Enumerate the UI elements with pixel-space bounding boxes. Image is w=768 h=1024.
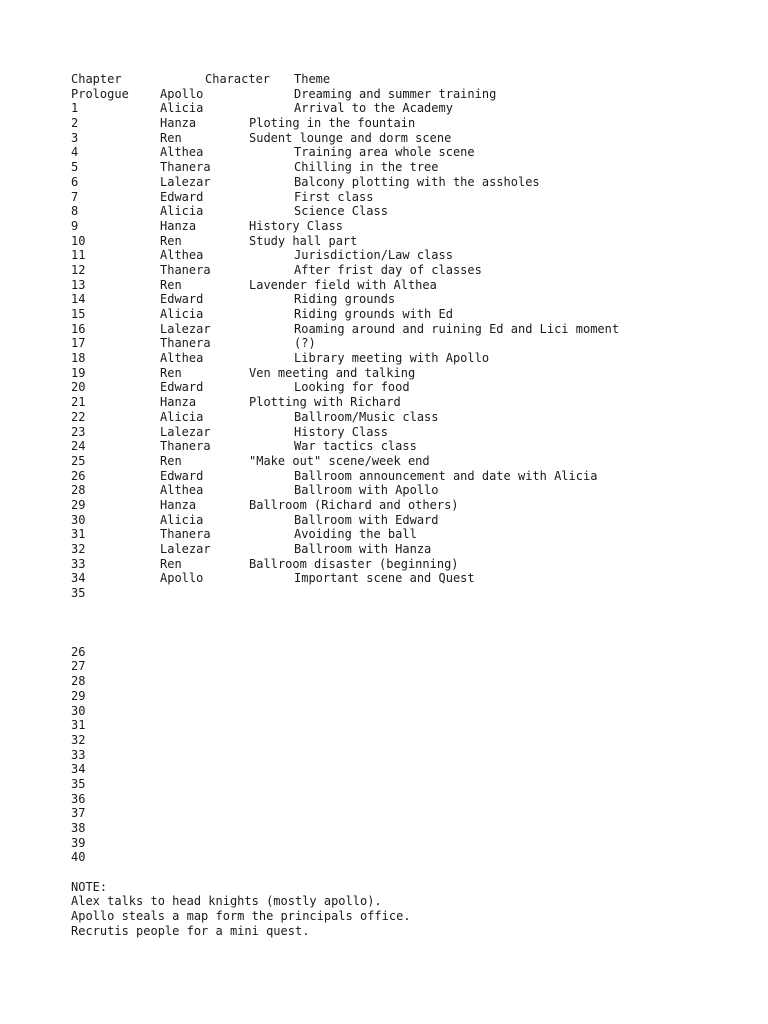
chapter-theme: Sudent lounge and dorm scene xyxy=(249,130,452,145)
chapter-number: 24 xyxy=(71,439,86,454)
table-row xyxy=(71,586,751,601)
chapter-number: 23 xyxy=(71,424,86,439)
chapter-theme: Riding grounds with Ed xyxy=(294,307,453,321)
character-name: Ren xyxy=(160,365,182,380)
character-name: Thanera xyxy=(160,160,211,175)
chapter-number: 6 xyxy=(71,174,79,189)
table-row xyxy=(71,351,751,366)
table-row xyxy=(71,395,751,410)
chapter-number: 12 xyxy=(71,262,86,277)
table-row xyxy=(71,498,751,513)
extra-number: 35 xyxy=(71,776,86,791)
chapter-theme: Balcony plotting with the assholes xyxy=(294,174,540,189)
note-heading: NOTE: xyxy=(71,879,108,894)
note-line: Alex talks to head knights (mostly apollo). xyxy=(71,894,382,909)
table-row xyxy=(71,454,751,469)
extra-number: 34 xyxy=(71,762,86,777)
table-row xyxy=(71,160,751,175)
chapter-theme: Ploting in the fountain xyxy=(249,116,416,131)
table-row xyxy=(71,469,751,484)
character-name: Thanera xyxy=(160,527,211,542)
character-name: Ren xyxy=(160,277,182,292)
character-name: Hanza xyxy=(160,497,197,512)
chapter-theme: Avoiding the ball xyxy=(294,527,417,542)
chapter-number: 28 xyxy=(71,483,86,498)
character-name: Apollo xyxy=(160,86,204,101)
chapter-number: 8 xyxy=(71,204,79,219)
table-row xyxy=(71,542,751,557)
extra-number-list xyxy=(71,645,751,865)
document-page xyxy=(71,72,751,939)
character-name: Apollo xyxy=(160,571,204,586)
extra-number: 36 xyxy=(71,791,86,806)
chapter-number: 1 xyxy=(71,101,79,116)
chapter-theme: Ballroom/Music class xyxy=(294,409,439,424)
chapter-number: 15 xyxy=(71,307,86,321)
chapter-theme: First class xyxy=(294,189,374,204)
table-row xyxy=(71,571,751,586)
character-name: Alicia xyxy=(160,307,204,321)
chapter-theme: Arrival to the Academy xyxy=(294,101,453,116)
chapter-number: 18 xyxy=(71,351,86,366)
chapter-number: 20 xyxy=(71,380,86,395)
chapter-theme: Ballroom announcement and date with Alicia xyxy=(294,468,598,483)
table-row xyxy=(71,439,751,454)
chapter-number: 19 xyxy=(71,365,86,380)
chapter-theme: History Class xyxy=(294,424,388,439)
chapter-theme: Ballroom disaster (beginning) xyxy=(249,556,459,571)
character-name: Ren xyxy=(160,130,182,145)
character-name: Althea xyxy=(160,351,204,366)
character-name: Thanera xyxy=(160,439,211,454)
chapter-theme: Roaming around and ruining Ed and Lici moment xyxy=(294,321,620,336)
table-row xyxy=(71,278,751,293)
character-name: Thanera xyxy=(160,336,211,351)
chapter-number: 10 xyxy=(71,233,86,248)
chapter-theme: Chilling in the tree xyxy=(294,160,439,175)
table-row xyxy=(71,292,751,307)
header-theme: Theme xyxy=(294,72,331,86)
extra-number: 40 xyxy=(71,850,86,865)
character-name: Althea xyxy=(160,145,204,160)
table-row xyxy=(71,175,751,190)
character-name: Alicia xyxy=(160,204,204,219)
chapter-theme: Jurisdiction/Law class xyxy=(294,248,453,263)
table-row xyxy=(71,336,751,351)
chapter-theme: Ven meeting and talking xyxy=(249,365,416,380)
character-name: Hanza xyxy=(160,395,197,410)
extra-number: 30 xyxy=(71,703,86,718)
chapter-number: 21 xyxy=(71,395,86,410)
table-row xyxy=(71,425,751,440)
table-row xyxy=(71,410,751,425)
extra-number: 33 xyxy=(71,747,86,762)
chapter-theme: Dreaming and summer training xyxy=(294,86,497,101)
spacer xyxy=(71,865,751,880)
table-header xyxy=(71,72,751,87)
chapter-theme: Library meeting with Apollo xyxy=(294,351,490,366)
character-name: Alicia xyxy=(160,512,204,527)
table-row xyxy=(71,204,751,219)
chapter-theme: War tactics class xyxy=(294,439,417,454)
extra-number: 37 xyxy=(71,806,86,821)
chapter-theme: Ballroom with Edward xyxy=(294,512,439,527)
table-row xyxy=(71,513,751,528)
character-name: Edward xyxy=(160,292,204,307)
extra-number: 39 xyxy=(71,835,86,850)
table-row xyxy=(71,483,751,498)
table-row xyxy=(71,366,751,381)
character-name: Althea xyxy=(160,483,204,498)
extra-number: 31 xyxy=(71,718,86,733)
note-line: Apollo steals a map form the principals office. xyxy=(71,909,411,924)
chapter-theme: Training area whole scene xyxy=(294,145,475,160)
table-row xyxy=(71,263,751,278)
header-character: Character xyxy=(205,72,271,86)
note-lines xyxy=(71,894,751,938)
chapter-theme: "Make out" scene/week end xyxy=(249,453,430,468)
extra-number: 29 xyxy=(71,688,86,703)
chapter-number: 29 xyxy=(71,497,86,512)
chapter-theme: After frist day of classes xyxy=(294,262,482,277)
character-name: Hanza xyxy=(160,116,197,131)
note-line: Recrutis people for a mini quest. xyxy=(71,923,310,938)
header-chapter: Chapter xyxy=(71,72,122,86)
chapter-table xyxy=(71,87,751,601)
character-name: Ren xyxy=(160,556,182,571)
spacer xyxy=(71,601,751,645)
table-row xyxy=(71,307,751,322)
extra-number: 28 xyxy=(71,674,86,689)
chapter-number: 25 xyxy=(71,453,86,468)
table-row xyxy=(71,101,751,116)
table-row xyxy=(71,145,751,160)
character-name: Alicia xyxy=(160,101,204,116)
character-name: Alicia xyxy=(160,409,204,424)
chapter-theme: Plotting with Richard xyxy=(249,395,401,410)
chapter-theme: Ballroom with Hanza xyxy=(294,542,432,556)
character-name: Edward xyxy=(160,189,204,204)
table-row xyxy=(71,380,751,395)
table-row xyxy=(71,322,751,337)
chapter-theme: (?) xyxy=(294,336,316,351)
table-row xyxy=(71,219,751,234)
extra-number: 27 xyxy=(71,659,86,674)
table-row xyxy=(71,248,751,263)
chapter-number: 2 xyxy=(71,116,79,131)
chapter-theme: Study hall part xyxy=(249,233,358,248)
extra-number: 26 xyxy=(71,644,86,659)
chapter-number: 11 xyxy=(71,248,86,263)
chapter-number: 9 xyxy=(71,218,79,233)
character-name: Lalezar xyxy=(160,174,211,189)
chapter-theme: Important scene and Quest xyxy=(294,571,475,586)
character-name: Thanera xyxy=(160,262,211,277)
extra-number: 32 xyxy=(71,732,86,747)
chapter-number: 4 xyxy=(71,145,79,160)
table-row xyxy=(71,87,751,102)
chapter-number: 32 xyxy=(71,542,86,556)
table-row xyxy=(71,131,751,146)
note-section xyxy=(71,880,751,939)
character-name: Althea xyxy=(160,248,204,263)
extra-number: 38 xyxy=(71,821,86,835)
chapter-number: 22 xyxy=(71,409,86,424)
chapter-theme: Ballroom with Apollo xyxy=(294,483,439,498)
character-name: Edward xyxy=(160,380,204,395)
chapter-number: 30 xyxy=(71,512,86,527)
table-row xyxy=(71,234,751,249)
table-row xyxy=(71,557,751,572)
chapter-number: 5 xyxy=(71,160,79,175)
chapter-theme: History Class xyxy=(249,218,343,233)
chapter-number: 3 xyxy=(71,130,79,145)
chapter-number: 16 xyxy=(71,321,86,336)
character-name: Edward xyxy=(160,468,204,483)
table-row xyxy=(71,116,751,131)
chapter-number: Prologue xyxy=(71,86,129,101)
character-name: Ren xyxy=(160,233,182,248)
table-row xyxy=(71,527,751,542)
chapter-number: 26 xyxy=(71,468,86,483)
character-name: Lalezar xyxy=(160,542,211,556)
chapter-number: 34 xyxy=(71,571,86,586)
chapter-number: 14 xyxy=(71,292,86,307)
chapter-number: 17 xyxy=(71,336,86,351)
chapter-theme: Lavender field with Althea xyxy=(249,277,437,292)
character-name: Hanza xyxy=(160,218,197,233)
character-name: Lalezar xyxy=(160,424,211,439)
chapter-theme: Looking for food xyxy=(294,380,410,395)
character-name: Lalezar xyxy=(160,321,211,336)
chapter-number: 13 xyxy=(71,277,86,292)
chapter-number: 31 xyxy=(71,527,86,542)
chapter-number: 7 xyxy=(71,189,79,204)
chapter-theme: Riding grounds xyxy=(294,292,396,307)
chapter-theme: Science Class xyxy=(294,204,388,219)
chapter-number: 35 xyxy=(71,586,86,601)
chapter-theme: Ballroom (Richard and others) xyxy=(249,497,459,512)
chapter-number: 33 xyxy=(71,556,86,571)
table-row xyxy=(71,190,751,205)
character-name: Ren xyxy=(160,453,182,468)
